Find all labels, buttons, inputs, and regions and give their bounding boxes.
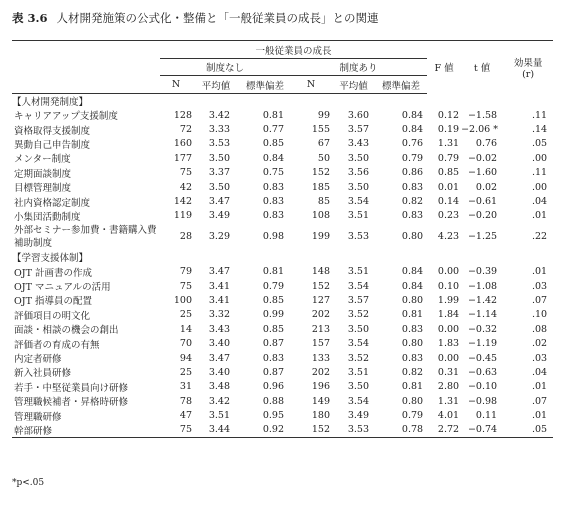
row-label: 管理職研修 xyxy=(14,411,62,423)
mean-with-system-cell: 3.57 xyxy=(347,124,369,136)
n-no-system-cell: 42 xyxy=(179,181,192,193)
mean-with-system-cell: 3.50 xyxy=(347,152,369,164)
effect-size-cell: .02 xyxy=(531,338,548,350)
table-row xyxy=(12,322,553,336)
n-no-system-cell: 14 xyxy=(179,323,192,335)
row-label: メンター制度 xyxy=(14,154,71,166)
t-value-cell: −0.02 xyxy=(467,152,498,164)
effect-size-header xyxy=(503,41,553,94)
t-value-cell: −0.39 xyxy=(467,266,498,278)
table-row xyxy=(12,108,553,122)
sd-with-system-cell: 0.79 xyxy=(401,152,424,164)
f-value-cell: 0.12 xyxy=(437,109,460,121)
t-value-cell: −1.14 xyxy=(467,309,498,321)
t-value-cell: −1.58 xyxy=(467,109,498,121)
sd-header: 標準偏差 xyxy=(375,76,427,94)
n-header: N xyxy=(160,76,192,94)
n-with-system-cell: 152 xyxy=(311,280,330,292)
n-with-system-cell: 185 xyxy=(311,181,330,193)
t-value-cell: −1.60 xyxy=(467,167,498,179)
n-no-system-cell: 177 xyxy=(173,152,192,164)
effect-size-cell: .00 xyxy=(531,152,548,164)
n-no-system-cell: 142 xyxy=(173,196,192,208)
f-value-cell: 0.79 xyxy=(437,152,460,164)
effect-size-cell: .08 xyxy=(531,323,548,335)
table-row xyxy=(12,394,553,408)
no-system-header: 制度なし xyxy=(160,59,290,76)
row-label: 幹部研修 xyxy=(12,423,160,438)
f-value-cell: 0.19 xyxy=(437,124,460,136)
f-value-cell: 4.01 xyxy=(437,410,460,422)
sd-no-system-cell: 0.88 xyxy=(262,395,284,407)
mean-with-system-cell: 3.54 xyxy=(347,395,369,407)
n-with-system-cell: 202 xyxy=(311,309,330,321)
n-no-system-cell: 160 xyxy=(173,138,192,150)
t-value-cell: −1.25 xyxy=(467,231,498,243)
t-value-cell: −0.10 xyxy=(467,381,498,393)
mean-with-system-cell: 3.54 xyxy=(347,280,369,292)
mean-with-system-cell: 3.53 xyxy=(347,231,369,243)
n-with-system-cell: 180 xyxy=(311,410,330,422)
sd-with-system-cell: 0.83 xyxy=(401,323,424,335)
mean-with-system-cell: 3.50 xyxy=(347,323,369,335)
n-no-system-cell: 25 xyxy=(179,366,192,378)
sd-with-system-cell: 0.80 xyxy=(401,395,424,407)
table-row xyxy=(12,279,553,293)
sd-with-system-cell: 0.86 xyxy=(401,167,424,179)
effect-size-cell: .10 xyxy=(531,309,548,321)
table-row xyxy=(12,194,553,208)
mean-with-system-cell: 3.49 xyxy=(347,410,369,422)
mean-header: 平均値 xyxy=(332,76,375,94)
sd-with-system-cell: 0.83 xyxy=(401,352,424,364)
n-with-system-cell: 157 xyxy=(311,338,330,350)
effect-size-cell: .11 xyxy=(531,167,548,179)
f-value-cell: 1.83 xyxy=(437,338,460,350)
row-label: 評価者の育成の有無 xyxy=(14,339,100,351)
effect-size-cell: .14 xyxy=(531,124,548,136)
table-row xyxy=(12,308,553,322)
n-with-system-cell: 133 xyxy=(311,352,330,364)
sd-with-system-cell: 0.83 xyxy=(401,210,424,222)
effect-size-cell: .04 xyxy=(531,366,548,378)
table-body xyxy=(12,94,553,438)
mean-with-system-cell: 3.56 xyxy=(347,167,369,179)
row-label: 若手・中堅従業員向け研修 xyxy=(14,382,129,394)
n-no-system-cell: 75 xyxy=(179,167,192,179)
effect-size-cell: .04 xyxy=(531,196,548,208)
sd-with-system-cell: 0.84 xyxy=(401,109,424,121)
mean-no-system-cell: 3.51 xyxy=(208,410,230,422)
table-row xyxy=(12,180,553,194)
t-value-cell: −0.98 xyxy=(467,395,498,407)
effect-size-cell: .01 xyxy=(531,266,548,278)
sd-no-system-cell: 0.85 xyxy=(262,323,284,335)
sd-with-system-cell: 0.79 xyxy=(401,410,424,422)
n-no-system-cell: 79 xyxy=(179,266,192,278)
effect-size-cell: .01 xyxy=(531,210,548,222)
row-label: 評価項目の明文化 xyxy=(14,310,91,322)
n-no-system-cell: 47 xyxy=(179,410,192,422)
effect-size-cell: .01 xyxy=(531,410,548,422)
row-label: 外部セミナー参加費・書籍購入費補助制度 xyxy=(14,224,157,249)
section-header-row xyxy=(12,94,553,109)
t-value-cell: −1.08 xyxy=(467,280,498,292)
effect-size-cell: .03 xyxy=(531,352,548,364)
effect-size-label: 効果量 xyxy=(513,57,543,69)
row-label: 新入社員研修 xyxy=(14,368,72,380)
mean-no-system-cell: 3.50 xyxy=(208,152,230,164)
sd-no-system-cell: 0.84 xyxy=(262,152,284,164)
n-no-system-cell: 31 xyxy=(179,381,192,393)
n-no-system-cell: 25 xyxy=(179,309,192,321)
section-label: 【学習支援体制】 xyxy=(12,253,89,265)
group-header: 一般従業員の成長 xyxy=(160,41,427,59)
table-row xyxy=(12,209,553,223)
t-value-cell: −0.32 xyxy=(467,323,498,335)
n-no-system-cell: 75 xyxy=(160,423,192,438)
mean-with-system-cell: 3.43 xyxy=(347,138,369,150)
sd-no-system-cell: 0.75 xyxy=(262,167,284,179)
effect-size-cell: .03 xyxy=(531,280,548,292)
mean-no-system-cell: 3.44 xyxy=(192,423,240,438)
mean-no-system-cell: 3.53 xyxy=(208,138,230,150)
row-label: OJT 計画書の作成 xyxy=(14,267,92,279)
table-title xyxy=(12,10,379,26)
sd-no-system-cell: 0.83 xyxy=(262,181,284,193)
sd-with-system-cell: 0.81 xyxy=(401,309,424,321)
sd-no-system-cell: 0.85 xyxy=(262,294,284,306)
mean-with-system-cell: 3.50 xyxy=(347,181,369,193)
table-row xyxy=(12,351,553,365)
table-row xyxy=(12,122,553,136)
sd-no-system-cell: 0.95 xyxy=(262,410,284,422)
mean-no-system-cell: 3.47 xyxy=(208,266,230,278)
mean-with-system-cell: 3.54 xyxy=(347,338,369,350)
mean-no-system-cell: 3.32 xyxy=(208,309,230,321)
f-value-cell: 0.31 xyxy=(437,366,460,378)
significance-note: *p<.05 xyxy=(12,478,45,488)
mean-with-system-cell: 3.51 xyxy=(347,210,369,222)
mean-no-system-cell: 3.42 xyxy=(208,109,230,121)
row-label: 内定者研修 xyxy=(14,354,62,366)
mean-no-system-cell: 3.50 xyxy=(208,181,230,193)
t-value-cell: −0.20 xyxy=(467,210,498,222)
mean-no-system-cell: 3.41 xyxy=(208,280,230,292)
row-label: 異動自己申告制度 xyxy=(14,139,91,151)
t-value-cell: −1.42 xyxy=(467,294,498,306)
f-value-cell: 0.01 xyxy=(437,181,460,193)
n-with-system-cell: 67 xyxy=(317,138,330,150)
sd-with-system-cell: 0.80 xyxy=(401,338,424,350)
f-value-cell: 0.10 xyxy=(437,280,460,292)
sd-with-system-cell: 0.78 xyxy=(375,423,427,438)
sd-no-system-cell: 0.96 xyxy=(262,381,284,393)
mean-no-system-cell: 3.40 xyxy=(208,338,230,350)
n-no-system-cell: 70 xyxy=(179,338,192,350)
row-label: 管理職候補者・昇格時研修 xyxy=(14,397,129,409)
sd-with-system-cell: 0.80 xyxy=(401,294,424,306)
row-label: 社内資格認定制度 xyxy=(14,197,91,209)
f-value-cell: 2.80 xyxy=(437,381,460,393)
effect-size-cell: .00 xyxy=(531,181,548,193)
table-row xyxy=(12,365,553,379)
table-row xyxy=(12,423,553,438)
t-value-cell: 0.11 xyxy=(475,410,498,422)
mean-header: 平均値 xyxy=(192,76,240,94)
mean-with-system-cell: 3.57 xyxy=(347,294,369,306)
f-value-cell: 4.23 xyxy=(437,231,460,243)
sd-no-system-cell: 0.83 xyxy=(262,352,284,364)
table-row xyxy=(12,137,553,151)
f-value-cell: 1.84 xyxy=(437,309,460,321)
n-with-system-cell: 213 xyxy=(311,323,330,335)
table-row xyxy=(12,223,553,250)
sd-no-system-cell: 0.99 xyxy=(262,309,284,321)
n-with-system-cell: 196 xyxy=(311,381,330,393)
with-system-header: 制度あり xyxy=(290,59,427,76)
table-row xyxy=(12,408,553,422)
n-no-system-cell: 28 xyxy=(179,231,192,243)
mean-no-system-cell: 3.43 xyxy=(208,323,230,335)
sd-with-system-cell: 0.82 xyxy=(401,366,424,378)
n-with-system-cell: 152 xyxy=(290,423,332,438)
f-value-header: F 値 xyxy=(427,41,461,94)
sd-no-system-cell: 0.83 xyxy=(262,196,284,208)
sd-with-system-cell: 0.82 xyxy=(401,196,424,208)
row-label: 面談・相談の機会の創出 xyxy=(14,325,119,337)
sd-no-system-cell: 0.81 xyxy=(262,266,284,278)
f-value-cell: 1.31 xyxy=(437,395,460,407)
mean-with-system-cell: 3.52 xyxy=(347,352,369,364)
sd-header: 標準偏差 xyxy=(240,76,290,94)
sd-with-system-cell: 0.80 xyxy=(401,231,424,243)
n-with-system-cell: 155 xyxy=(311,124,330,136)
sd-no-system-cell: 0.85 xyxy=(262,138,284,150)
row-label: 目標管理制度 xyxy=(14,183,72,195)
mean-with-system-cell: 3.52 xyxy=(347,309,369,321)
mean-no-system-cell: 3.29 xyxy=(208,231,230,243)
n-no-system-cell: 72 xyxy=(179,124,192,136)
statistics-table xyxy=(12,40,553,438)
n-with-system-cell: 85 xyxy=(317,196,330,208)
f-value-cell: 0.23 xyxy=(437,210,460,222)
n-header: N xyxy=(290,76,332,94)
mean-no-system-cell: 3.42 xyxy=(208,395,230,407)
sd-no-system-cell: 0.98 xyxy=(262,231,284,243)
t-value-header: t 値 xyxy=(461,41,503,94)
effect-size-unit: (r) xyxy=(522,68,535,80)
mean-no-system-cell: 3.49 xyxy=(208,210,230,222)
t-value-cell: −0.61 xyxy=(467,196,498,208)
table-number: 表 3.6 xyxy=(12,11,48,25)
t-value-cell: 0.02 xyxy=(475,181,498,193)
n-no-system-cell: 75 xyxy=(179,280,192,292)
row-label: OJT 指導員の配置 xyxy=(14,296,92,308)
n-no-system-cell: 119 xyxy=(173,210,192,222)
mean-with-system-cell: 3.51 xyxy=(347,366,369,378)
sd-no-system-cell: 0.81 xyxy=(262,109,284,121)
sd-with-system-cell: 0.84 xyxy=(401,124,424,136)
sd-no-system-cell: 0.87 xyxy=(262,338,284,350)
f-value-cell: 0.14 xyxy=(437,196,460,208)
sd-no-system-cell: 0.83 xyxy=(262,210,284,222)
n-no-system-cell: 94 xyxy=(179,352,192,364)
f-value-cell: 1.31 xyxy=(437,138,460,150)
table-row xyxy=(12,336,553,350)
mean-with-system-cell: 3.60 xyxy=(347,109,369,121)
section-header-row xyxy=(12,250,553,264)
n-with-system-cell: 199 xyxy=(311,231,330,243)
sd-no-system-cell: 0.79 xyxy=(262,280,284,292)
table-caption: 人材開発施策の公式化・整備と「一般従業員の成長」との関連 xyxy=(56,11,379,25)
mean-no-system-cell: 3.41 xyxy=(208,294,230,306)
f-value-cell: 2.72 xyxy=(427,423,461,438)
effect-size-cell: .01 xyxy=(531,381,548,393)
mean-no-system-cell: 3.33 xyxy=(208,124,230,136)
header-row-1 xyxy=(12,41,553,59)
table-row xyxy=(12,166,553,180)
mean-no-system-cell: 3.48 xyxy=(208,381,230,393)
effect-size-cell: .05 xyxy=(503,423,553,438)
table-row xyxy=(12,293,553,307)
row-label: OJT マニュアルの活用 xyxy=(14,282,111,294)
sd-no-system-cell: 0.87 xyxy=(262,366,284,378)
effect-size-cell: .05 xyxy=(531,138,548,150)
n-with-system-cell: 152 xyxy=(311,167,330,179)
row-label: 定期面談制度 xyxy=(14,168,72,180)
t-value-cell: −2.06 * xyxy=(461,124,498,136)
effect-size-cell: .22 xyxy=(531,231,548,243)
t-value-cell: −1.19 xyxy=(467,338,498,350)
n-with-system-cell: 99 xyxy=(317,109,330,121)
mean-with-system-cell: 3.50 xyxy=(347,381,369,393)
t-value-cell: 0.76 xyxy=(475,138,498,150)
t-value-cell: −0.74 xyxy=(461,423,503,438)
mean-no-system-cell: 3.47 xyxy=(208,196,230,208)
mean-with-system-cell: 3.54 xyxy=(347,196,369,208)
t-value-cell: −0.63 xyxy=(467,366,498,378)
n-with-system-cell: 108 xyxy=(311,210,330,222)
table-row xyxy=(12,380,553,394)
f-value-cell: 0.00 xyxy=(437,266,460,278)
sd-no-system-cell: 0.92 xyxy=(240,423,290,438)
n-with-system-cell: 148 xyxy=(311,266,330,278)
mean-with-system-cell: 3.51 xyxy=(347,266,369,278)
row-label: 資格取得支援制度 xyxy=(14,125,91,137)
mean-no-system-cell: 3.47 xyxy=(208,352,230,364)
effect-size-cell: .11 xyxy=(531,109,548,121)
f-value-cell: 1.99 xyxy=(437,294,460,306)
effect-size-cell: .07 xyxy=(531,294,548,306)
n-with-system-cell: 50 xyxy=(317,152,330,164)
n-with-system-cell: 149 xyxy=(311,395,330,407)
effect-size-cell: .07 xyxy=(531,395,548,407)
n-with-system-cell: 202 xyxy=(311,366,330,378)
row-label: 小集団活動制度 xyxy=(14,211,81,223)
row-label: キャリアアップ支援制度 xyxy=(14,111,118,123)
mean-no-system-cell: 3.40 xyxy=(208,366,230,378)
table-row xyxy=(12,151,553,165)
sd-with-system-cell: 0.81 xyxy=(401,381,424,393)
table-row xyxy=(12,265,553,279)
n-no-system-cell: 128 xyxy=(173,109,192,121)
f-value-cell: 0.85 xyxy=(437,167,460,179)
sd-no-system-cell: 0.77 xyxy=(262,124,284,136)
t-value-cell: −0.45 xyxy=(467,352,498,364)
section-label: 【人材開発制度】 xyxy=(12,97,89,108)
sd-with-system-cell: 0.76 xyxy=(401,138,424,150)
f-value-cell: 0.00 xyxy=(437,323,460,335)
mean-with-system-cell: 3.53 xyxy=(332,423,375,438)
f-value-cell: 0.00 xyxy=(437,352,460,364)
sd-with-system-cell: 0.84 xyxy=(401,280,424,292)
n-no-system-cell: 78 xyxy=(179,395,192,407)
n-with-system-cell: 127 xyxy=(311,294,330,306)
n-no-system-cell: 100 xyxy=(173,294,192,306)
sd-with-system-cell: 0.84 xyxy=(401,266,424,278)
mean-no-system-cell: 3.37 xyxy=(208,167,230,179)
sd-with-system-cell: 0.83 xyxy=(401,181,424,193)
